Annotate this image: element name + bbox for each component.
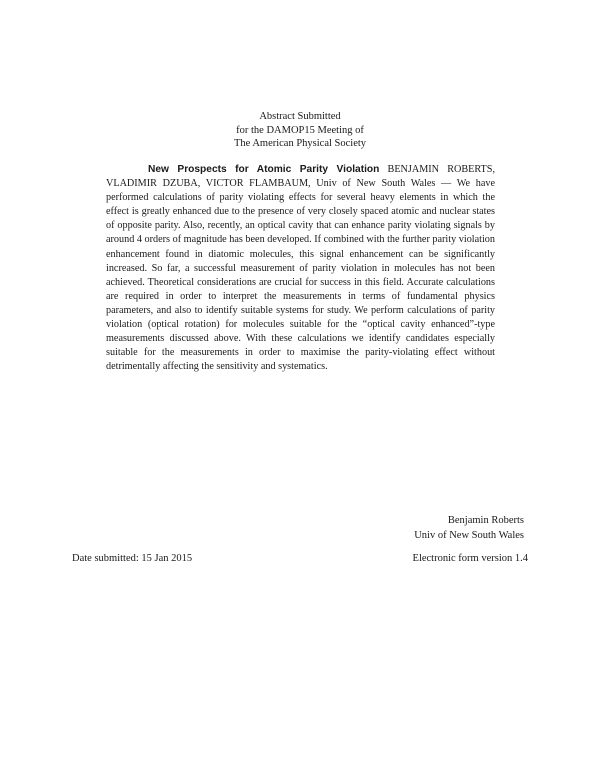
header-line-abstract-submitted: Abstract Submitted xyxy=(259,111,341,122)
signature-block xyxy=(414,513,524,543)
abstract-block xyxy=(106,163,495,374)
signature-affiliation: Univ of New South Wales xyxy=(414,530,524,541)
header-line-meeting: for the DAMOP15 Meeting of xyxy=(236,124,364,136)
abstract-separator: — xyxy=(435,178,457,190)
form-version: Electronic form version 1.4 xyxy=(412,553,528,564)
footer xyxy=(72,553,528,564)
submission-header xyxy=(0,110,600,151)
date-submitted: Date submitted: 15 Jan 2015 xyxy=(72,553,193,564)
signature-name: Benjamin Roberts xyxy=(447,515,524,526)
abstract-authors: BENJAMIN ROBERTS, VLADIMIR DZUBA, VICTOR FLAMBAUM, Univ of New South Wales xyxy=(106,164,495,190)
abstract-title: New Prospects for Atomic Parity Violation xyxy=(148,164,380,175)
abstract-body: We have performed calculations of parity violating effects for several heavy elements in which the effect is greatly enhanced due to the presence of very closely spaced atomic and nuclear states of opposite parity. Also, recently, an optical cavity that can enhance parity violating signals by around 4 orders of magnitude has been developed. If combined with the further parity violation enhancement found in diatomic molecules, this signal enhancement can be significantly increased. So far, a successful measurement of parity violation in molecules has not been achieved. Theoretical considerations are crucial for success in this field. Accurate calculations are required in order to interpret the measurements in terms of fundamental physics parameters, and also to identify suitable systems for study. We perform calculations of parity violation (optical rotation) for molecules suitable for the “optical cavity enhanced”-type measurements discussed above. With these calculations we identify candidates especially suitable for the measurements in order to maximise the parity-violating effect without detrimentally affecting the sensitivity and systematics. xyxy=(106,178,495,373)
header-line-society: The American Physical Society xyxy=(233,138,367,150)
